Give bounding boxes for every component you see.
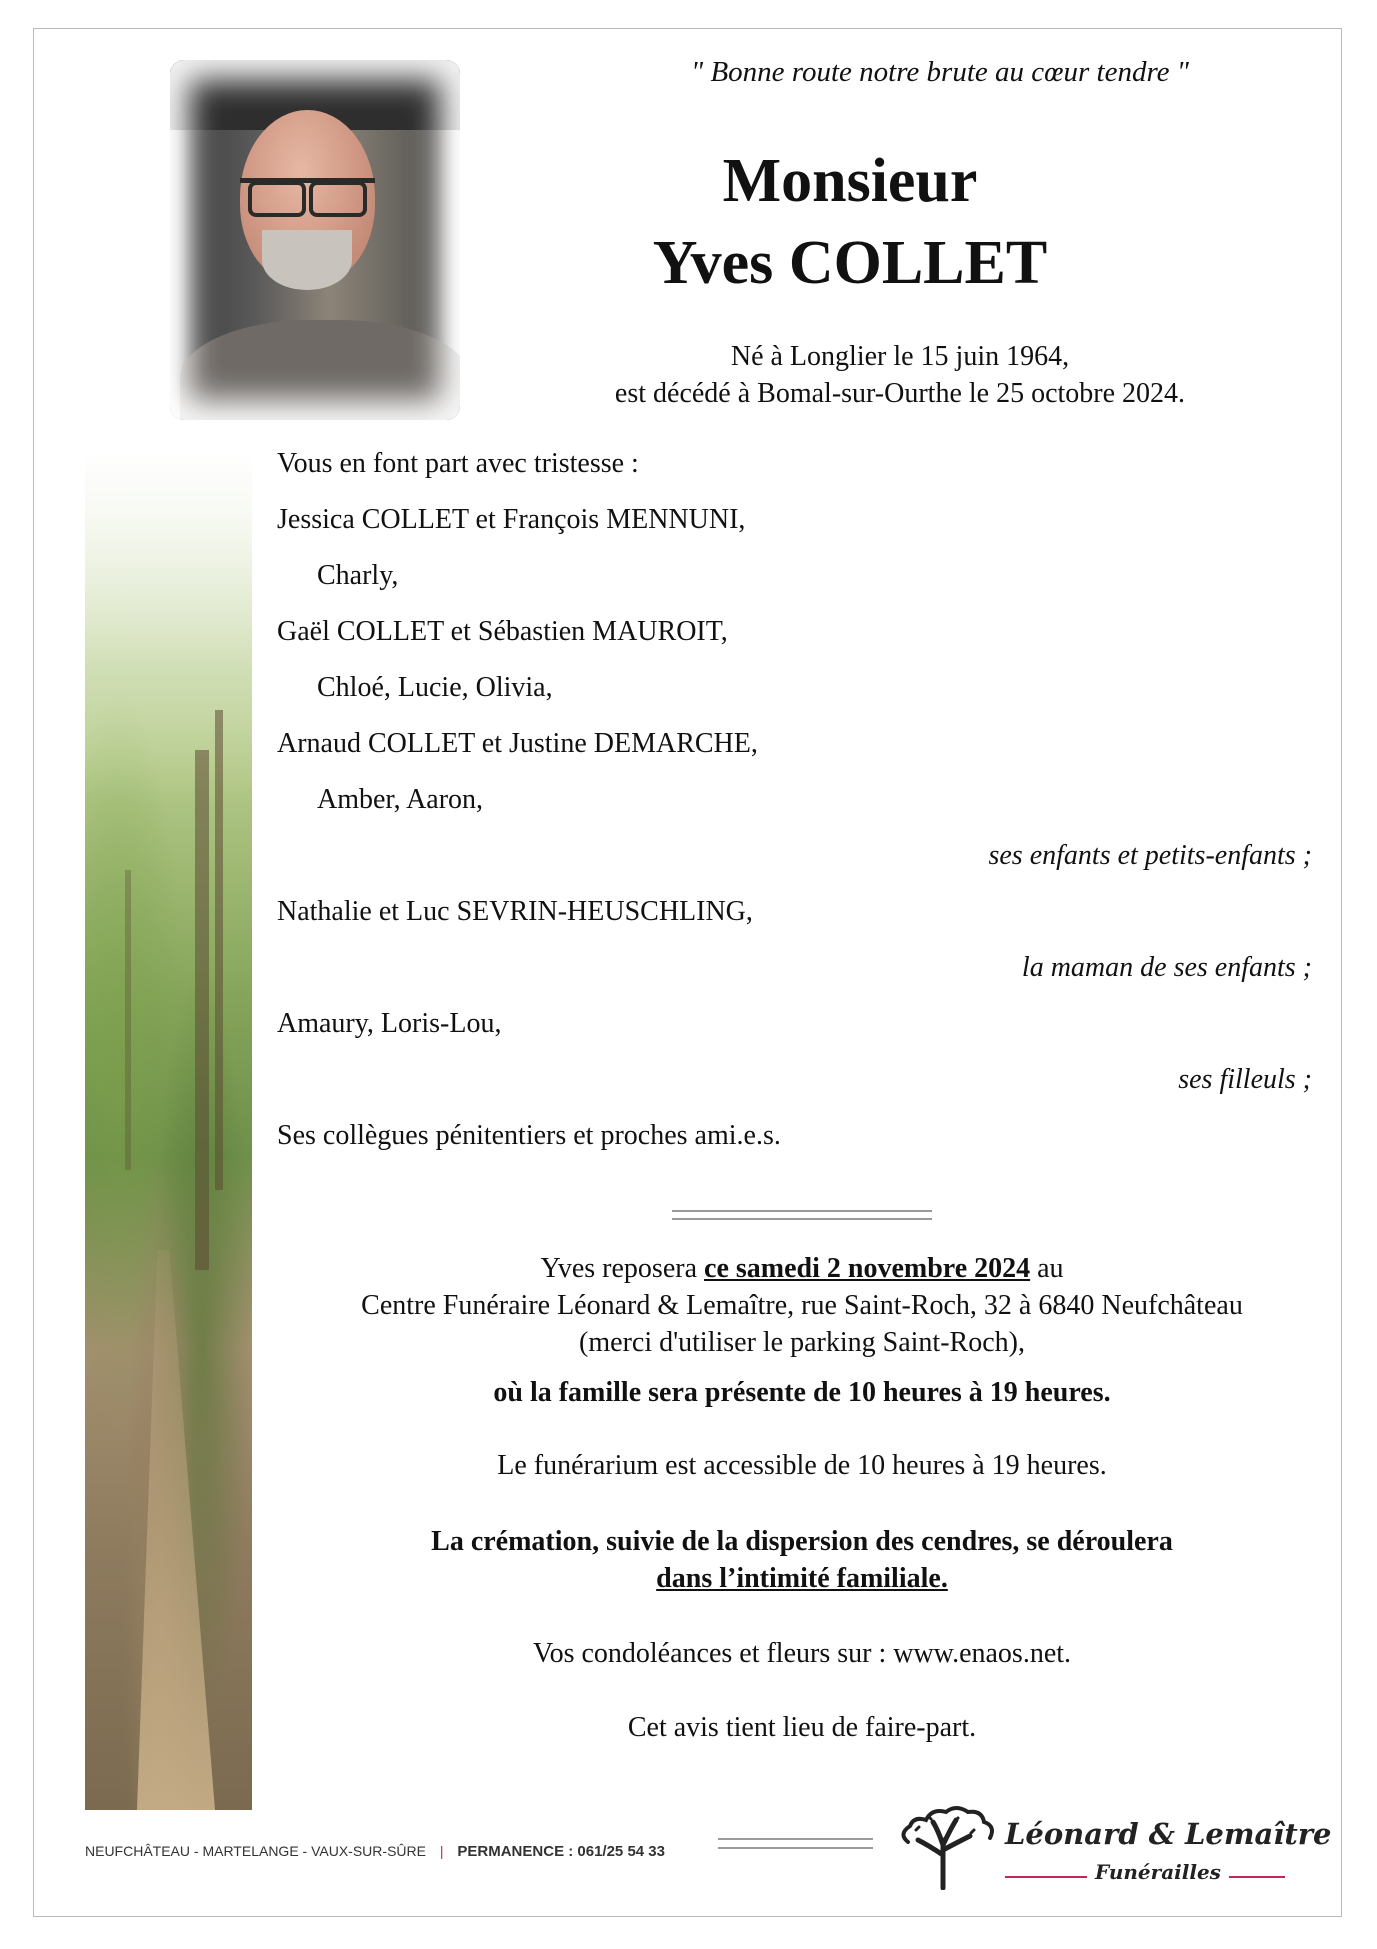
visitation-suffix: au <box>1037 1253 1064 1284</box>
family-line: Jessica COLLET et François MENNUNI, <box>277 504 746 535</box>
footer-contact <box>85 1843 665 1860</box>
family-presence: où la famille sera présente de 10 heures à 19 heures. <box>493 1377 1111 1408</box>
parking-note: (merci d'utiliser le parking Saint-Roch), <box>579 1327 1025 1358</box>
company-logo-name: Léonard & Lemaître <box>1005 1817 1332 1851</box>
portrait-photo <box>170 60 460 420</box>
forest-path-image <box>85 450 252 1810</box>
deceased-name: Yves COLLET <box>652 229 1048 297</box>
footer-divider-lines <box>718 1838 873 1849</box>
family-relation: ses enfants et petits-enfants ; <box>988 840 1312 871</box>
family-line: Ses collègues pénitentiers et proches ami.e.s. <box>277 1120 781 1151</box>
company-tagline: Funérailles <box>1087 1860 1229 1884</box>
birth-line: Né à Longlier le 15 juin 1964, <box>730 341 1070 372</box>
cremation-line-2: dans l’intimité familiale. <box>656 1563 948 1594</box>
visitation-place: Centre Funéraire Léonard & Lemaître, rue Saint-Roch, 32 à 6840 Neufchâteau <box>361 1290 1243 1321</box>
family-line: Gaël COLLET et Sébastien MAUROIT, <box>277 616 728 647</box>
footer-locations: NEUFCHÂTEAU - MARTELANGE - VAUX-SUR-SÛRE <box>85 1843 426 1859</box>
funerarium-hours: Le funérarium est accessible de 10 heures à 19 heures. <box>497 1450 1107 1481</box>
death-line: est décédé à Bomal-sur-Ourthe le 25 octobre 2024. <box>614 378 1186 409</box>
family-line: Amaury, Loris-Lou, <box>277 1008 502 1039</box>
family-relation: la maman de ses enfants ; <box>1021 952 1312 983</box>
family-line: Amber, Aaron, <box>317 784 484 815</box>
notice-line: Cet avis tient lieu de faire-part. <box>627 1712 977 1743</box>
family-line: Charly, <box>317 560 399 591</box>
epitaph-quote: " Bonne route notre brute au cœur tendre " <box>691 56 1189 88</box>
footer-permanence: PERMANENCE : 061/25 54 33 <box>457 1843 665 1860</box>
family-line: Chloé, Lucie, Olivia, <box>317 672 553 703</box>
tree-logo-icon <box>888 1800 998 1890</box>
visitation-date: ce samedi 2 novembre 2024 <box>704 1253 1031 1284</box>
visitation-line <box>262 1253 1342 1285</box>
footer-divider: | <box>439 1843 444 1859</box>
family-line: Arnaud COLLET et Justine DEMARCHE, <box>277 728 758 759</box>
visitation-prefix: Yves reposera <box>540 1253 698 1284</box>
cremation-line-1: La crémation, suivie de la dispersion des cendres, se déroulera <box>431 1526 1173 1557</box>
honorific: Monsieur <box>722 147 978 215</box>
condolences-line: Vos condoléances et fleurs sur : www.enaos.net. <box>532 1638 1072 1669</box>
cremation-line-2-wrap <box>262 1563 1342 1595</box>
deceased-name-block <box>530 140 1170 304</box>
family-intro: Vous en font part avec tristesse : <box>277 448 639 479</box>
birth-death-info <box>560 338 1240 412</box>
section-divider <box>672 1210 932 1220</box>
family-relation: ses filleuls ; <box>1178 1064 1312 1095</box>
family-line: Nathalie et Luc SEVRIN-HEUSCHLING, <box>277 896 753 927</box>
